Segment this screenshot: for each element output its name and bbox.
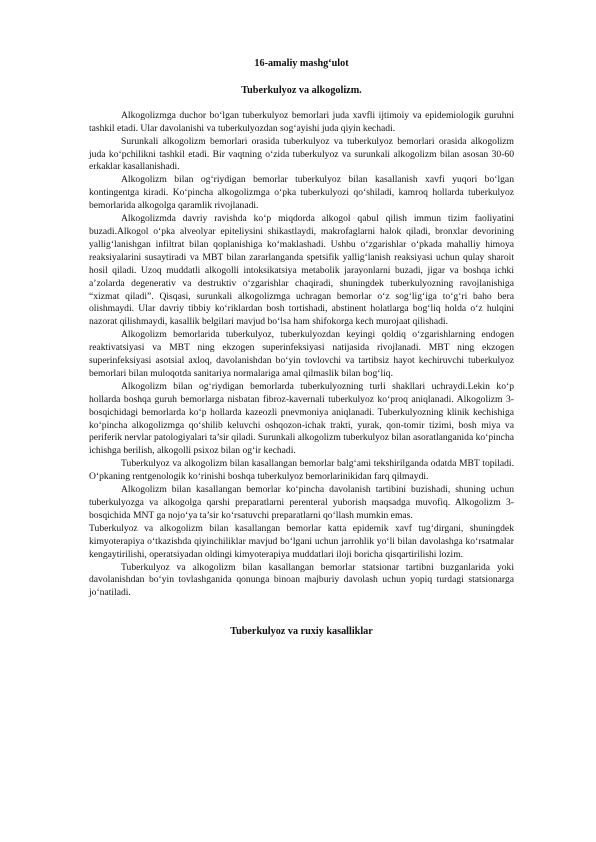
document-page (89, 58, 514, 639)
paragraph-4: Alkogolizmda davriy ravishda ko‘p miqdorda alkogol qabul qilish immun tizim faoliyatini buzadi.Alkogol o‘pka alveolyar epiteliysini shikastlaydi, makrofaglarni halok qiladi, bronxlar devorining yallig‘lanishgan infiltrat bilan qoplanishiga ko‘maklashadi. Ushbu o‘zgarishlar o‘pkada mahalliy himoya reaksiyalarini susaytiradi va MBT bilan zararlanganda spetsifik yallig‘lanish reaksiyasi uchun qulay sharoit hosil qiladi. Uzoq muddatli alkogolli intoksikatsiya metabolik jarayonlarni buzadi, jigar va boshqa ichki a’zolarda degenerativ va destruktiv o‘zgarishlar chaqiradi, shuningdek tuberkulyozning ravojlanishiga “xizmat qiladi”. Qisqasi, surunkali alkogolizmga uchragan bemorlar o‘z sog‘lig‘iga to‘g‘ri baho bera olishmaydi. Ular davriy tibbiy ko‘riklardan bosh tortishadi, abstinent holatlarga bog‘liq holda o‘z hulqini nazorat qilishmaydi, kasallik belgilari mavjud bo‘lsa ham shifokorga kech murojaat qilishadi. (89, 213, 514, 328)
section-title: Tuberkulyoz va alkogolizm. (241, 84, 362, 96)
paragraph-2: Surunkali alkogolizm bemorlari orasida tuberkulyoz va tuberkulyoz bemorlari orasida alkogolizm juda ko‘pchilikni tashkil etadi. Bir vaqtning o‘zida tuberkulyoz va surunkali alkogolizm bilan asosan 30-60 erkaklar kasallanishadi. (89, 135, 514, 173)
paragraph-1: Alkogolizmga duchor bo‘lgan tuberkulyoz bemorlari juda xavfli ijtimoiy va epidemiologik guruhni tashkil etadi. Ular davolanishi va tuberkulyozdan sog‘ayishi juda qiyin kechadi. (89, 109, 514, 134)
paragraph-7: Tuberkulyoz va alkogolizm bilan kasallangan bemorlar balg‘ami tekshirilganda odatda MBT topiladi. O‘pkaning rentgenologik ko‘rinishi boshqa tuberkulyoz bemorlarinikidan farq qilmaydi. (89, 458, 514, 483)
paragraph-5: Alkogolizm bemorlarida tuberkulyoz, tuberkulyozdan keyingi qoldiq o‘zgarishlarning endogen reaktivatsiyasi va MBT ning ekzogen superinfeksiyasi natijasida rivojlanadi. MBT ning ekzogen superinfeksiyasi asotsial axloq, davolanishdan bo‘yin tovlovchi va tartibsiz hayot kechiruvchi tuberkulyoz bemorlari bilan muloqotda sanitariya normalariga amal qilmaslik bilan bog‘liq. (89, 329, 514, 379)
paragraph-9: Tuberkulyoz va alkogolizm bilan kasallangan bemorlar katta epidemik xavf tug‘dirgani, shuningdek kimyoterapiya o‘tkazishda qiyinchiliklar mavjud bo‘lgani uchun jarrohlik yo‘li bilan davolashga ko‘rsatmalar kengaytirilishi, operatsiyadan oldingi kimyoterapiya muddatlari iloji boricha qisqartirilishi lozim. (89, 522, 514, 560)
paragraph-10: Tuberkulyoz va alkogolizm bilan kasallangan bemorlar statsionar tartibni buzganlarida yoki davolanishdan bo‘yin tovlashganida qonunga binoan majburiy davolash uchun yopiq turdagi statsionarga jo‘natiladi. (89, 561, 514, 599)
paragraph-8: Alkogolizm bilan kasallangan bemorlar ko‘pincha davolanish tartibini buzishadi, shuning uchun tuberkulyozga va alkogolga qarshi preparatlarni perenteral yuborish maqsadga muvofiq. Alkogolizm 3- bosqichida MNT ga nojo‘ya ta’sir ko‘rsatuvchi preparatlarni qo‘llash mumkin emas. (89, 484, 514, 521)
paragraph-6: Alkogolizm bilan og‘riydigan bemorlarda tuberkulyozning turli shakllari uchraydi.Lekin ko‘p hollarda boshqa guruh bemorlarga nisbatan fibroz-kavernali tuberkulyoz ko‘proq aniqlanadi. Alkogolizm 3-bosqichidagi bemorlarda ko‘p hollarda kazeozli pnevmoniya aniqlanadi. Tuberkulyozning klinik kechishiga ko‘pincha alkogolizmga qo‘shilib keluvchi oshqozon-ichak trakti, yurak, qon-tomir tizimi, bosh miya va periferik nervlar patologiyalari ta’sir qiladi. Surunkali alkogolizm tuberkulyoz bilan asoratlanganida ko‘pincha ichishga berilish, alkogolli psixoz bilan og‘ir kechadi. (89, 380, 514, 457)
next-section-title: Tuberkulyoz va ruxiy kasalliklar (230, 626, 373, 638)
page-title: 16-amaliy mashg‘ulot (254, 58, 349, 69)
paragraph-3: Alkogolizm bilan og‘riydigan bemorlar tuberkulyoz bilan kasallanish xavfi yuqori bo‘lgan kontingentga kiradi. Ko‘pincha alkogolizmga o‘pka tuberkulyozi qo‘shiladi, kamroq hollarda tuberkulyoz bemorlarida alkogolga qaramlik rivojlanadi. (89, 174, 514, 212)
